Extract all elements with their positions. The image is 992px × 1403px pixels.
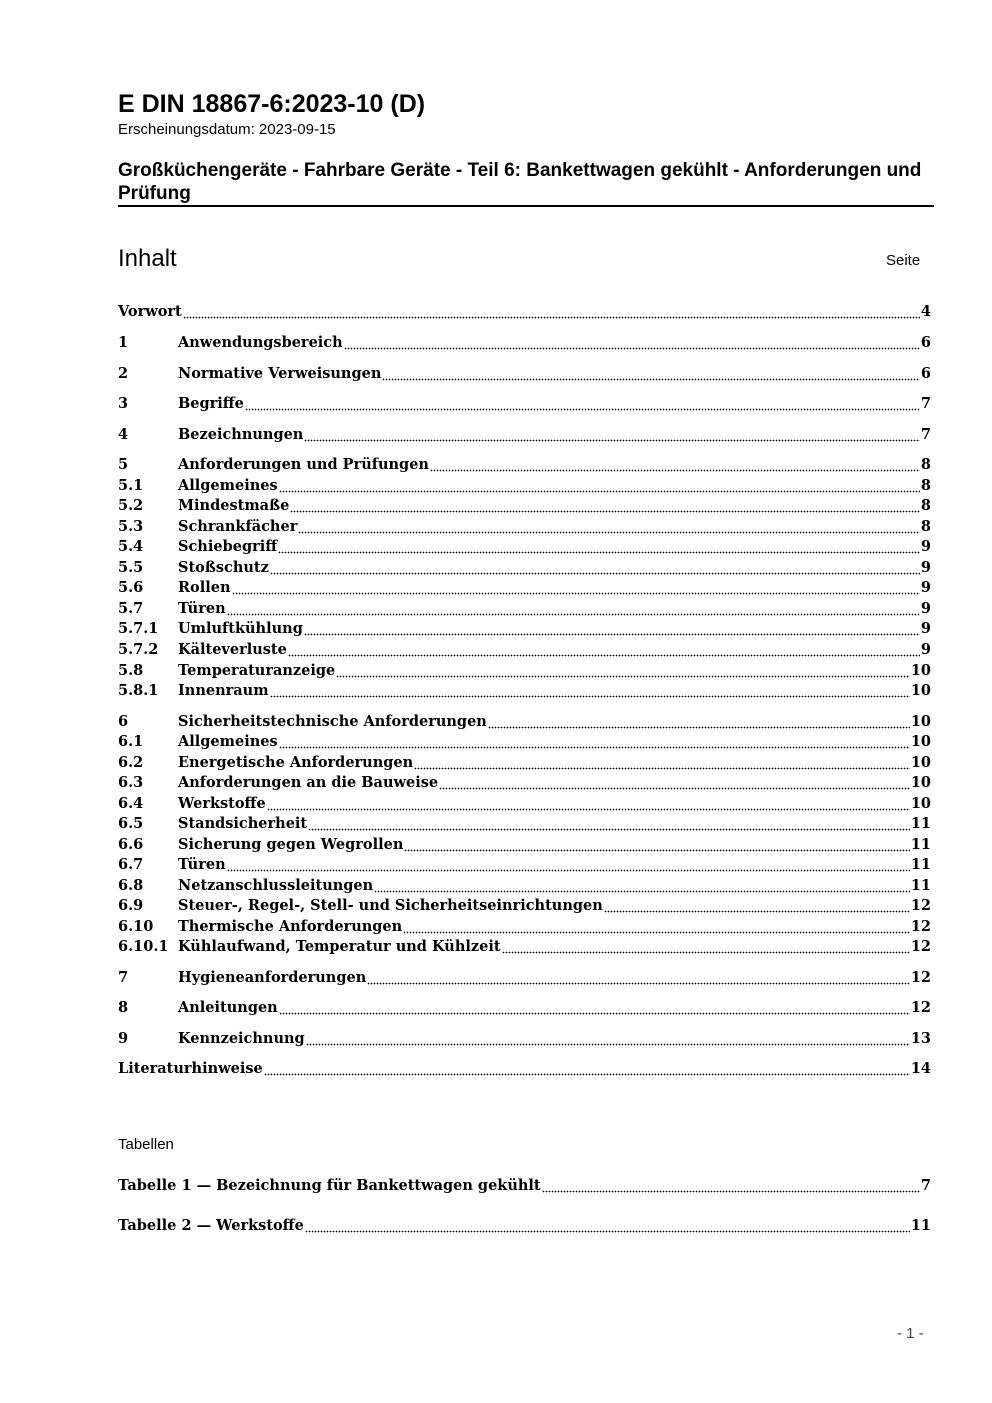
- toc-entry-page: 9: [920, 641, 931, 658]
- toc-entry-title: Werkstoffe: [178, 795, 266, 812]
- dot-leader: [279, 489, 920, 493]
- toc-entry-page: 7: [920, 395, 931, 412]
- toc-entry[interactable]: [118, 877, 931, 897]
- toc-entry[interactable]: [118, 477, 931, 497]
- toc-entry-page: 4: [920, 303, 931, 320]
- dot-leader: [264, 1072, 910, 1076]
- toc-entry[interactable]: [118, 815, 931, 835]
- dot-leader: [308, 827, 910, 831]
- toc-entry[interactable]: [118, 1060, 931, 1080]
- toc-entry[interactable]: [118, 682, 931, 702]
- toc-entry[interactable]: [118, 1217, 931, 1237]
- toc-entry-number: 8: [118, 999, 129, 1016]
- toc-entry-title: Energetische Anforderungen: [178, 754, 414, 771]
- toc-entry-number: 6: [118, 713, 129, 730]
- toc-entry-page: 10: [910, 713, 931, 730]
- dot-leader: [270, 694, 910, 698]
- toc-entry[interactable]: [118, 1177, 931, 1197]
- toc-entry-title: Tabelle 2 — Werkstoffe: [118, 1217, 304, 1234]
- toc-entry-number: 6.1: [118, 733, 144, 750]
- dot-leader: [278, 550, 920, 554]
- publication-date: Erscheinungsdatum: 2023-09-15: [118, 121, 336, 138]
- toc-entry-title: Steuer-, Regel-, Stell- und Sicherheitseinrichtungen: [178, 897, 603, 914]
- toc-entry-title: Schrankfächer: [178, 518, 298, 535]
- toc-entry-page: 11: [910, 836, 931, 853]
- toc-entry-page: 8: [920, 497, 931, 514]
- toc-entry[interactable]: [118, 641, 931, 661]
- toc-entry[interactable]: [118, 559, 931, 579]
- document-title: Großküchengeräte - Fahrbare Geräte - Teil 6: Bankettwagen gekühlt - Anforderungen und Prüfung: [118, 160, 922, 204]
- toc-entry[interactable]: [118, 1030, 931, 1050]
- toc-entry-page: 6: [920, 365, 931, 382]
- toc-entry-page: 9: [920, 579, 931, 596]
- dot-leader: [288, 653, 920, 657]
- toc-entry-title: Kennzeichnung: [178, 1030, 305, 1047]
- toc-entry-page: 11: [910, 856, 931, 873]
- dot-leader: [542, 1189, 920, 1193]
- toc-entry-number: 9: [118, 1030, 129, 1047]
- document-code: E DIN 18867-6:2023-10 (D): [118, 90, 426, 118]
- toc-entry[interactable]: [118, 579, 931, 599]
- toc-entry-title: Hygieneanforderungen: [178, 969, 367, 986]
- toc-entry[interactable]: [118, 918, 931, 938]
- dot-leader: [374, 889, 910, 893]
- toc-entry[interactable]: [118, 426, 931, 446]
- toc-entry-title: Allgemeines: [178, 477, 278, 494]
- toc-entry-number: 6.9: [118, 897, 144, 914]
- toc-entry[interactable]: [118, 620, 931, 640]
- toc-entry-title: Rollen: [178, 579, 231, 596]
- toc-entry[interactable]: [118, 969, 931, 989]
- toc-entry-page: 8: [920, 477, 931, 494]
- dot-leader: [336, 674, 910, 678]
- toc-entry-number: 5.2: [118, 497, 144, 514]
- dot-leader: [430, 468, 920, 472]
- toc-entry-title: Umluftkühlung: [178, 620, 303, 637]
- toc-entry-title: Netzanschlussleitungen: [178, 877, 374, 894]
- dot-leader: [232, 591, 920, 595]
- toc-entry-number: 6.3: [118, 774, 144, 791]
- toc-entry-number: 5.7: [118, 600, 144, 617]
- toc-entry[interactable]: [118, 303, 931, 323]
- dot-leader: [439, 786, 910, 790]
- toc-entry-page: 13: [910, 1030, 931, 1047]
- toc-entry-page: 12: [910, 999, 931, 1016]
- toc-entry[interactable]: [118, 456, 931, 476]
- toc-entry-page: 8: [920, 456, 931, 473]
- toc-entry-title: Anwendungsbereich: [178, 334, 343, 351]
- dot-leader: [382, 377, 920, 381]
- dot-leader: [279, 1011, 910, 1015]
- toc-entry-title: Sicherung gegen Wegrollen: [178, 836, 404, 853]
- dot-leader: [604, 909, 910, 913]
- toc-entry-page: 12: [910, 969, 931, 986]
- toc-entry[interactable]: [118, 938, 931, 958]
- toc-entry-page: 10: [910, 795, 931, 812]
- toc-entry-number: 3: [118, 395, 129, 412]
- toc-entry-number: 5.6: [118, 579, 144, 596]
- toc-entry-number: 5.7.2: [118, 641, 159, 658]
- toc-entry-page: 12: [910, 938, 931, 955]
- toc-entry-title: Anleitungen: [178, 999, 278, 1016]
- toc-entry-page: 11: [910, 1217, 931, 1234]
- toc-entry[interactable]: [118, 395, 931, 415]
- dot-leader: [305, 1229, 910, 1233]
- toc-entry[interactable]: [118, 497, 931, 517]
- dot-leader: [488, 725, 910, 729]
- toc-heading: Inhalt: [118, 245, 177, 272]
- toc-entry-title: Bezeichnungen: [178, 426, 304, 443]
- toc-entry-title: Innenraum: [178, 682, 269, 699]
- toc-entry-title: Stoßschutz: [178, 559, 269, 576]
- toc-entry[interactable]: [118, 713, 931, 733]
- toc-entry-page: 10: [910, 733, 931, 750]
- toc-entry[interactable]: [118, 334, 931, 354]
- dot-leader: [304, 632, 920, 636]
- toc-entry-page: 11: [910, 815, 931, 832]
- toc-entry-number: 6.2: [118, 754, 144, 771]
- toc-entry-title: Türen: [178, 856, 226, 873]
- toc-entry-page: 14: [910, 1060, 931, 1077]
- toc-entry-number: 5.8: [118, 662, 144, 679]
- toc-entry-title: Temperaturanzeige: [178, 662, 336, 679]
- toc-entry-number: 6.4: [118, 795, 144, 812]
- toc-entry-page: 6: [920, 334, 931, 351]
- dot-leader: [304, 438, 920, 442]
- toc-entry-page: 9: [920, 559, 931, 576]
- toc-entry-page: 9: [920, 538, 931, 555]
- toc-entry-title: Anforderungen und Prüfungen: [178, 456, 429, 473]
- toc-entry[interactable]: [118, 999, 931, 1019]
- dot-leader: [267, 807, 910, 811]
- toc-entry-page: 7: [920, 1177, 931, 1194]
- dot-leader: [414, 766, 910, 770]
- toc-entry-number: 6.7: [118, 856, 144, 873]
- toc-entry-number: 5.7.1: [118, 620, 159, 637]
- toc-entry-number: 6.10: [118, 918, 154, 935]
- toc-entry-title: Kälteverluste: [178, 641, 287, 658]
- toc-entry-number: 4: [118, 426, 129, 443]
- toc-entry[interactable]: [118, 774, 931, 794]
- toc-entry-page: 7: [920, 426, 931, 443]
- title-divider: [118, 205, 934, 207]
- toc-entry-page: 10: [910, 662, 931, 679]
- toc-entry-number: 6.5: [118, 815, 144, 832]
- toc-entry-number: 5.8.1: [118, 682, 159, 699]
- toc-entry-number: 1: [118, 334, 129, 351]
- dot-leader: [290, 509, 920, 513]
- toc-entry-title: Literaturhinweise: [118, 1060, 263, 1077]
- toc-entry[interactable]: [118, 733, 931, 753]
- toc-entry[interactable]: [118, 365, 931, 385]
- toc-entry-title: Allgemeines: [178, 733, 278, 750]
- dot-leader: [404, 848, 909, 852]
- toc-entry-title: Schiebegriff: [178, 538, 278, 555]
- toc-entry-number: 6.8: [118, 877, 144, 894]
- toc-entry-page: 10: [910, 774, 931, 791]
- toc-entry-title: Anforderungen an die Bauweise: [178, 774, 439, 791]
- toc-entry-title: Mindestmaße: [178, 497, 290, 514]
- dot-leader: [227, 612, 920, 616]
- toc-entry-page: 12: [910, 897, 931, 914]
- dot-leader: [279, 745, 910, 749]
- footer-page-number: - 1 -: [897, 1325, 924, 1342]
- toc-entry-page: 10: [910, 682, 931, 699]
- dot-leader: [403, 930, 910, 934]
- toc-entry-title: Vorwort: [118, 303, 182, 320]
- toc-entry[interactable]: [118, 795, 931, 815]
- toc-entry[interactable]: [118, 662, 931, 682]
- tables-heading: Tabellen: [118, 1136, 174, 1153]
- toc-entry[interactable]: [118, 518, 931, 538]
- dot-leader: [183, 315, 920, 319]
- toc-entry-page: 9: [920, 620, 931, 637]
- toc-entry-page: 11: [910, 877, 931, 894]
- toc-entry[interactable]: [118, 836, 931, 856]
- toc-entry-title: Tabelle 1 — Bezeichnung für Bankettwagen gekühlt: [118, 1177, 541, 1194]
- toc-entry[interactable]: [118, 600, 931, 620]
- toc-entry-title: Standsicherheit: [178, 815, 308, 832]
- toc-entry[interactable]: [118, 538, 931, 558]
- toc-entry[interactable]: [118, 754, 931, 774]
- dot-leader: [367, 981, 910, 985]
- dot-leader: [270, 571, 920, 575]
- toc-entry-page: 12: [910, 918, 931, 935]
- toc-entry-number: 5.5: [118, 559, 144, 576]
- toc-entry-number: 6.6: [118, 836, 144, 853]
- dot-leader: [344, 346, 920, 350]
- toc-entry-title: Thermische Anforderungen: [178, 918, 403, 935]
- dot-leader: [298, 530, 920, 534]
- toc-entry-title: Türen: [178, 600, 226, 617]
- toc-entry-title: Sicherheitstechnische Anforderungen: [178, 713, 487, 730]
- toc-entry-number: 2: [118, 365, 129, 382]
- dot-leader: [502, 950, 910, 954]
- toc-entry-title: Begriffe: [178, 395, 244, 412]
- toc-entry-number: 5.1: [118, 477, 144, 494]
- toc-entry-title: Normative Verweisungen: [178, 365, 382, 382]
- toc-entry[interactable]: [118, 897, 931, 917]
- dot-leader: [227, 868, 910, 872]
- toc-entry-number: 5.3: [118, 518, 144, 535]
- toc-entry-number: 5: [118, 456, 129, 473]
- dot-leader: [306, 1042, 910, 1046]
- toc-entry-page: 9: [920, 600, 931, 617]
- toc-entry-page: 8: [920, 518, 931, 535]
- toc-entry-page: 10: [910, 754, 931, 771]
- toc-entry-number: 6.10.1: [118, 938, 169, 955]
- toc-entry[interactable]: [118, 856, 931, 876]
- toc-entry-number: 7: [118, 969, 129, 986]
- toc-entry-title: Kühlaufwand, Temperatur und Kühlzeit: [178, 938, 501, 955]
- toc-entry-number: 5.4: [118, 538, 144, 555]
- page-column-label: Seite: [886, 252, 921, 269]
- dot-leader: [245, 407, 920, 411]
